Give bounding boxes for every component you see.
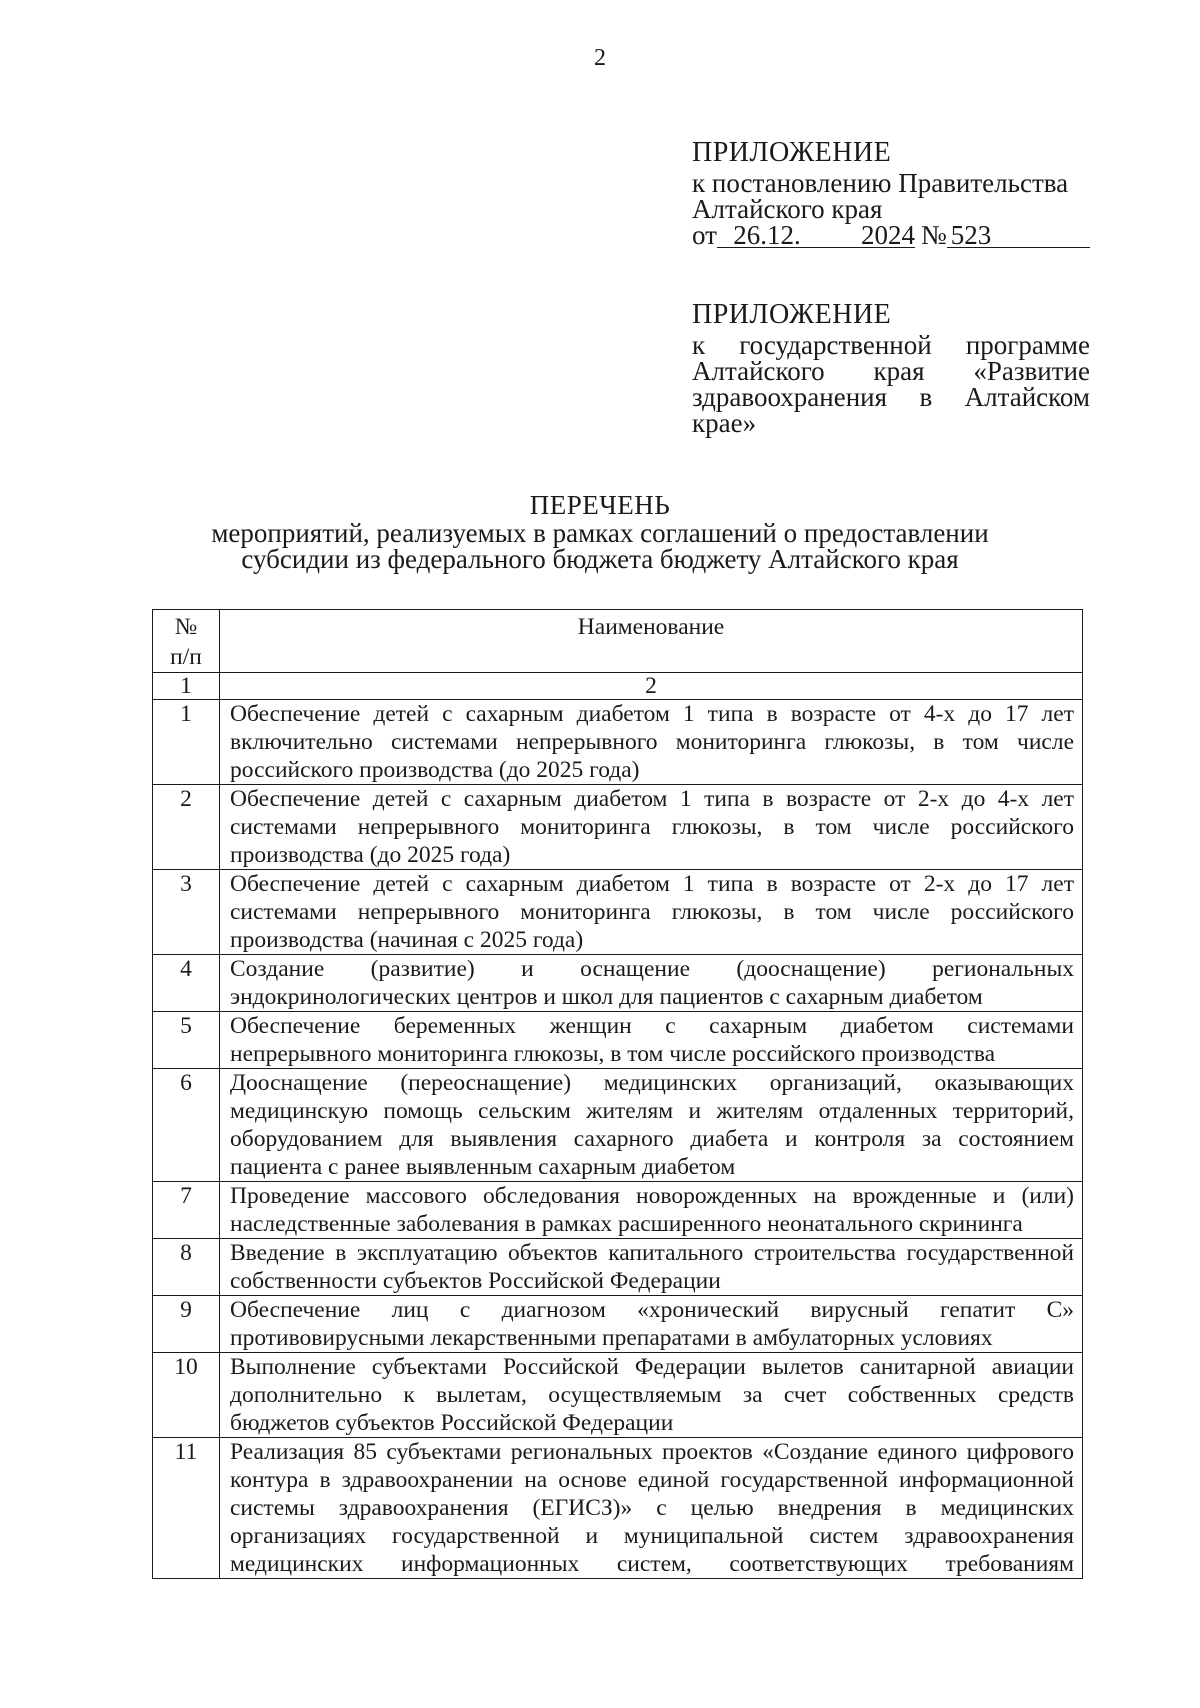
document-title: ПЕРЕЧЕНЬ [529,490,671,520]
row-name-cell [220,955,1083,1012]
appendix-resolution-block [692,137,1090,250]
row-name-cell [220,1296,1083,1353]
row-name-line: российского производства (до 2025 года) [230,757,640,783]
row-name-cell [220,1353,1083,1438]
appendix-line: к государственной программе [692,330,1090,360]
row-number-cell: 4 [153,955,220,1012]
row-name-line: Обеспечение детей с сахарным диабетом 1 типа в возрасте от 2-х до 4-х лет [230,786,1074,812]
header-number-cell [153,610,220,673]
row-number-cell: 3 [153,870,220,955]
table-index-row [153,673,1083,700]
row-name-line: системы здравоохранения (ЕГИСЗ)» с целью внедрения в медицинских [230,1495,1074,1521]
measures-table [152,609,1083,1579]
row-name-line: пациента с ранее выявленным сахарным диабетом [230,1154,736,1180]
row-name-line: Выполнение субъектами Российской Федерации вылетов санитарной авиации [230,1354,1074,1380]
row-number-cell: 5 [153,1012,220,1069]
document-subtitle-line: мероприятий, реализуемых в рамках соглашений о предоставлении [211,518,989,548]
row-name-line: контура в здравоохранении на основе единой государственной информационной [230,1467,1074,1493]
row-name-line: Обеспечение детей с сахарным диабетом 1 типа в возрасте от 2-х до 17 лет [230,871,1074,897]
table-row [153,1353,1083,1438]
row-name-line: Реализация 85 субъектами региональных проектов «Создание единого цифрового [230,1439,1074,1465]
number-sign: № [920,220,947,250]
row-name-cell [220,700,1083,785]
table-row [153,1182,1083,1239]
table-body [153,700,1083,1579]
table-row [153,955,1083,1012]
index-cell: 2 [220,673,1083,700]
row-name-line: производства (до 2025 года) [230,842,511,868]
index-cell: 1 [153,673,220,700]
page-number: 2 [594,45,606,71]
table-row [153,700,1083,785]
row-number-cell: 10 [153,1353,220,1438]
resolution-year: 2024 [817,223,915,248]
row-number-cell: 6 [153,1069,220,1182]
row-name-line: Проведение массового обследования новорожденных на врожденные и (или) [230,1183,1074,1209]
document-title-block [0,492,1200,572]
row-name-line: Введение в эксплуатацию объектов капитального строительства государственной [230,1240,1074,1266]
header-number-label: № [174,614,198,640]
row-name-line: Обеспечение лиц с диагнозом «хронический вирусный гепатит С» [230,1297,1074,1323]
resolution-date: 26.12. [717,223,817,248]
resolution-number: 523 [947,223,1090,248]
row-name-line: собственности субъектов Российской Федерации [230,1268,721,1294]
appendix-line: крае» [692,408,757,438]
row-name-line: Создание (развитие) и оснащение (дооснащение) региональных [230,956,1074,982]
row-name-line: системами непрерывного мониторинга глюкозы, в том числе российского [230,899,1074,925]
row-name-line: противовирусными лекарственными препаратами в амбулаторных условиях [230,1325,993,1351]
row-name-cell [220,1438,1083,1579]
appendix-line: здравоохранения в Алтайском [692,382,1090,412]
row-name-line: оборудованием для выявления сахарного диабета и контроля за состоянием [230,1126,1074,1152]
table-row [153,785,1083,870]
row-name-line: Обеспечение беременных женщин с сахарным диабетом системами [230,1013,1074,1039]
resolution-date-line [692,222,1090,248]
row-number-cell: 7 [153,1182,220,1239]
appendix-line: к постановлению Правительства [692,168,1069,198]
header-number-sublabel: п/п [170,644,202,670]
table-row [153,1438,1083,1579]
row-name-cell [220,785,1083,870]
row-name-line: системами непрерывного мониторинга глюкозы, в том числе российского [230,814,1074,840]
row-name-line: медицинскую помощь сельским жителям и жителям отдаленных территорий, [230,1098,1074,1124]
appendix-heading: ПРИЛОЖЕНИЕ [692,299,892,330]
row-name-cell [220,1182,1083,1239]
row-name-line: включительно системами непрерывного мониторинга глюкозы, в том числе [230,729,1074,755]
row-name-cell [220,1069,1083,1182]
row-name-line: медицинских информационных систем, соответствующих требованиям [230,1551,1074,1577]
row-name-line: непрерывного мониторинга глюкозы, в том числе российского производства [230,1041,996,1067]
row-name-cell [220,1012,1083,1069]
row-number-cell: 9 [153,1296,220,1353]
table-row [153,1012,1083,1069]
row-name-cell [220,1239,1083,1296]
row-number-cell: 8 [153,1239,220,1296]
table-row [153,1239,1083,1296]
row-name-line: наследственные заболевания в рамках расширенного неонатального скрининга [230,1211,1023,1237]
appendix-line: Алтайского края [692,194,883,224]
row-number-cell: 11 [153,1438,220,1579]
appendix-program-block [692,299,1090,438]
appendix-line: Алтайского края «Развитие [692,356,1090,386]
row-name-line: организациях государственной и муниципальной систем здравоохранения [230,1523,1074,1549]
row-name-line: Дооснащение (переоснащение) медицинских организаций, оказывающих [230,1070,1074,1096]
row-name-line: дополнительно к вылетам, осуществляемым за счет собственных средств [230,1382,1074,1408]
date-prefix: от [692,220,717,250]
table-header-row [153,610,1083,673]
row-number-cell: 1 [153,700,220,785]
row-number-cell: 2 [153,785,220,870]
row-name-line: производства (начиная с 2025 года) [230,927,584,953]
table-row [153,1069,1083,1182]
table-row [153,870,1083,955]
row-name-line: бюджетов субъектов Российской Федерации [230,1410,674,1436]
document-subtitle-line: субсидии из федерального бюджета бюджету Алтайского края [241,544,959,574]
header-name-cell: Наименование [220,610,1083,673]
row-name-cell [220,870,1083,955]
row-name-line: эндокринологических центров и школ для пациентов с сахарным диабетом [230,984,983,1010]
appendix-heading: ПРИЛОЖЕНИЕ [692,137,892,168]
row-name-line: Обеспечение детей с сахарным диабетом 1 типа в возрасте от 4-х до 17 лет [230,701,1074,727]
table-row [153,1296,1083,1353]
